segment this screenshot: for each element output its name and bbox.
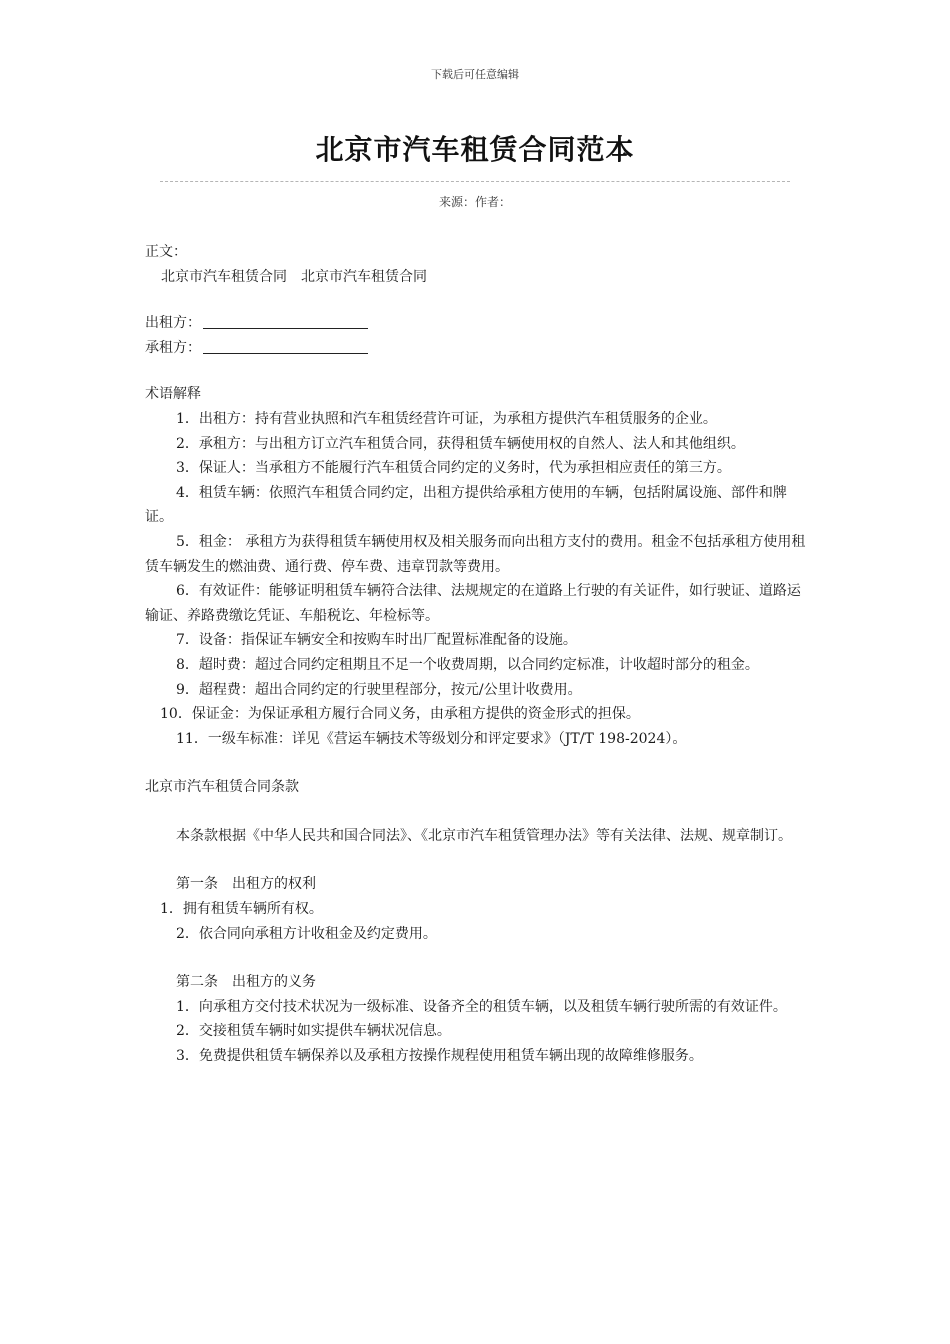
term-item: 4．租赁车辆：依照汽车租赁合同约定，出租方提供给承租方使用的车辆，包括附属设施、部件和牌证。 bbox=[145, 484, 787, 526]
intro-line: 北京市汽车租赁合同 北京市汽车租赁合同 bbox=[161, 268, 427, 285]
lessor-blank bbox=[203, 314, 368, 329]
term-item: 3．保证人：当承租方不能履行汽车租赁合同约定的义务时，代为承担相应责任的第三方。 bbox=[176, 460, 731, 477]
lessee-line bbox=[145, 336, 810, 361]
document-title: 北京市汽车租赁合同范本 bbox=[315, 133, 635, 166]
terms-heading: 术语解释 bbox=[145, 386, 201, 403]
article-2-item: 1．向承租方交付技术状况为一级标准、设备齐全的租赁车辆，以及租赁车辆行驶所需的有效证件。 bbox=[176, 998, 787, 1015]
lessor-label: 出租方： bbox=[145, 315, 201, 332]
clauses-heading: 北京市汽车租赁合同条款 bbox=[145, 779, 299, 796]
lessor-line bbox=[145, 311, 810, 336]
term-item: 2．承租方：与出租方订立汽车租赁合同，获得租赁车辆使用权的自然人、法人和其他组织。 bbox=[176, 435, 745, 452]
term-item: 10．保证金：为保证承租方履行合同义务，由承租方提供的资金形式的担保。 bbox=[160, 706, 640, 723]
header-note: 下载后可任意编辑 bbox=[431, 68, 519, 81]
term-item: 5．租金： 承租方为获得租赁车辆使用权及相关服务而向出租方支付的费用。租金不包括承租方使用租赁车辆发生的燃油费、通行费、停车费、违章罚款等费用。 bbox=[145, 533, 806, 575]
intro-label: 正文： bbox=[145, 244, 187, 260]
article-1-title: 第一条 出租方的权利 bbox=[176, 876, 316, 893]
term-item: 6．有效证件：能够证明租赁车辆符合法律、法规规定的在道路上行驶的有关证件，如行驶证、道路运输证、养路费缴讫凭证、车船税讫、年检标等。 bbox=[145, 583, 801, 624]
article-2-item: 3．免费提供租赁车辆保养以及承租方按操作规程使用租赁车辆出现的故障维修服务。 bbox=[176, 1048, 703, 1065]
article-2-title: 第二条 出租方的义务 bbox=[176, 974, 316, 991]
article-1-item: 1．拥有租赁车辆所有权。 bbox=[160, 901, 323, 918]
term-item: 7．设备：指保证车辆安全和按购车时出厂配置标准配备的设施。 bbox=[176, 632, 577, 649]
lessee-blank bbox=[203, 339, 368, 354]
document-body bbox=[145, 240, 810, 1069]
term-item: 8．超时费：超过合同约定租期且不足一个收费周期，以合同约定标准，计收超时部分的租金。 bbox=[176, 656, 759, 673]
lessee-label: 承租方： bbox=[145, 339, 201, 356]
clauses-preamble: 本条款根据《中华人民共和国合同法》、《北京市汽车租赁管理办法》等有关法律、法规、规章制订。 bbox=[176, 827, 792, 844]
article-2-item: 2．交接租赁车辆时如实提供车辆状况信息。 bbox=[176, 1023, 451, 1040]
term-item: 9．超程费：超出合同约定的行驶里程部分，按元/公里计收费用。 bbox=[176, 681, 582, 698]
article-1-item: 2．依合同向承租方计收租金及约定费用。 bbox=[176, 925, 437, 942]
term-item: 1．出租方：持有营业执照和汽车租赁经营许可证，为承租方提供汽车租赁服务的企业。 bbox=[176, 410, 717, 427]
title-divider bbox=[160, 181, 790, 182]
source-author-line: 来源：作者： bbox=[438, 195, 511, 209]
term-item: 11．一级车标准：详见《营运车辆技术等级划分和评定要求》（JT/T 198-2024）。 bbox=[176, 730, 687, 747]
